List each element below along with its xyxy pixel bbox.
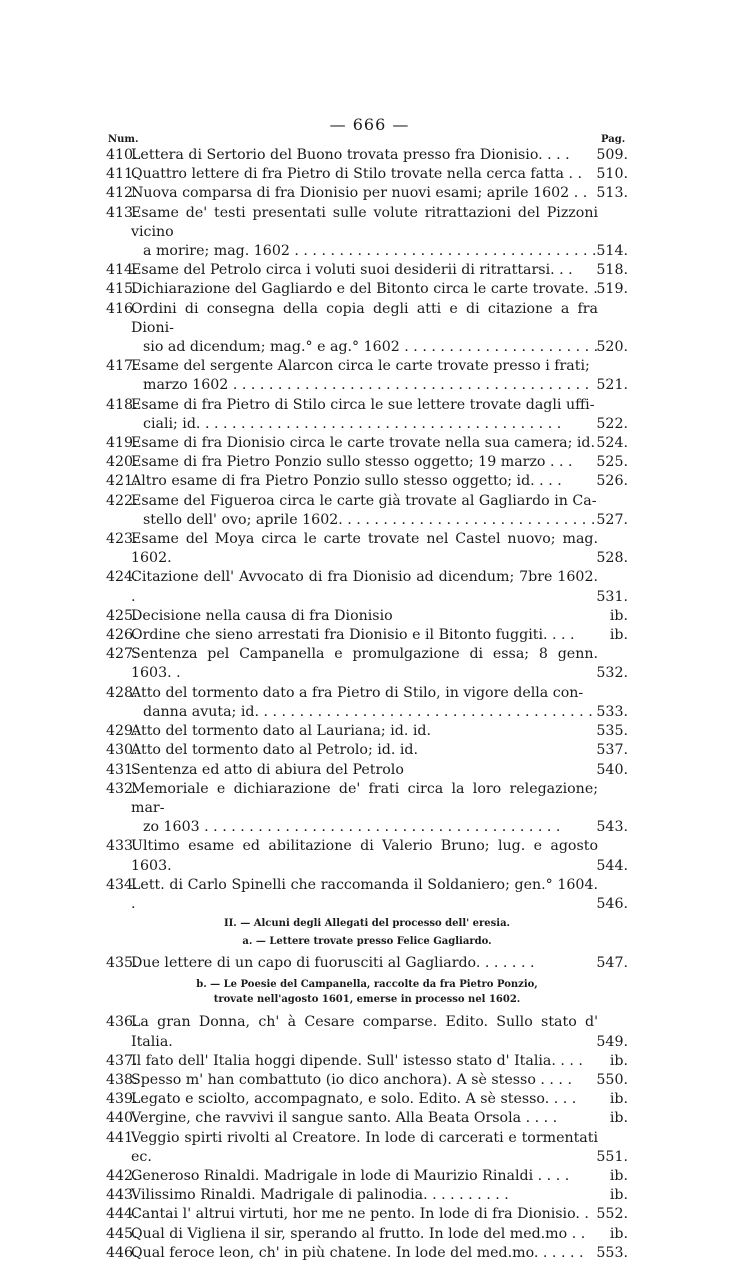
entry-title [106,761,628,780]
section-subheading-b: trovate nell'agosto 1601, emerse in processo nel 1602. [213,994,521,1006]
entry-number: 415. [106,281,138,298]
toc-entry [106,261,628,280]
entry-title-line: Veggio spirti rivolti al Creatore. In lode di carcerati e tormentati ec. [131,1129,598,1165]
entry-title [106,1244,628,1263]
entry-page: 533. [596,703,628,720]
entry-title [106,722,628,741]
entry-title [106,1013,628,1051]
entry-page: 519. [596,281,628,298]
toc-entry [106,1109,628,1128]
entry-number: 427. [106,646,138,663]
entry-title [106,453,628,472]
toc-entry [106,684,628,722]
entry-title-line: Esame del sergente Alarcon circa le carte trovate presso i frati; [131,358,590,375]
toc-entry [106,453,628,472]
entry-title-line: Il fato dell' Italia hoggi dipende. Sull' istesso stato d' Italia. . . . [131,1052,583,1069]
entry-page: ib. [609,1225,628,1242]
entry-title [106,184,628,203]
entry-title-line: Esame de' testi presentati sulle volute ritrattazioni del Pizzoni vicino [131,204,598,240]
entry-title-line: Nuova comparsa di fra Dionisio per nuovi esami; aprile 1602 . . [131,185,588,202]
entry-number: 428. [106,684,138,701]
entry-title [106,1186,628,1205]
entry-number: 416. [106,300,138,317]
entry-title [106,780,628,838]
toc-entry [106,876,628,914]
entry-title [106,1225,628,1244]
toc-entry [106,434,628,453]
entry-title-line: Ultimo esame ed abilitazione di Valerio Bruno; lug. e agosto 1603. [131,838,598,874]
entry-number: 435. [106,955,138,972]
entry-page: 527. [596,511,628,528]
entry-number: 439. [106,1091,138,1108]
entry-number: 429. [106,723,138,740]
toc-entry [106,1052,628,1071]
entry-page: 546. [596,895,628,912]
entry-title-line: Legato e sciolto, accompagnato, e solo. Edito. A sè stesso. . . . [131,1091,577,1108]
entry-page: ib. [609,1167,628,1184]
toc-entry [106,837,628,875]
entry-number: 412. [106,185,138,202]
entry-title [106,1071,628,1090]
entry-page: 521. [596,377,628,394]
entry-number: 419. [106,435,138,452]
entry-page: 550. [596,1071,628,1088]
entry-title-line: La gran Donna, ch' à Cesare comparse. Edito. Sullo stato d' Italia. [131,1014,598,1050]
entries-list-c [106,1013,628,1263]
entry-number: 430. [106,742,138,759]
entry-page: 520. [596,339,628,356]
entry-title-line: Vilissimo Rinaldi. Madrigale di palinodia. . . . . . . . . . [131,1187,509,1204]
entry-title [106,837,628,875]
toc-entry [106,357,628,395]
entry-title-line: Ordine che sieno arrestati fra Dionisio e il Bitonto fuggiti. . . . [131,627,575,644]
entry-title-line: Altro esame di fra Pietro Ponzio sullo stesso oggetto; id. . . . [131,473,562,490]
entry-title-line: Qual feroce leon, ch' in più chatene. In lode del med.mo. . . . . . [131,1244,584,1261]
entry-title-line: stello dell' ovo; aprile 1602. . . . [131,511,598,530]
entry-title-line: Generoso Rinaldi. Madrigale in lode di Maurizio Rinaldi . . . . [131,1167,570,1184]
toc-entry [106,1129,628,1167]
entry-page: ib. [609,627,628,644]
toc-entry [106,645,628,683]
entry-page: 526. [596,473,628,490]
entry-title-line: Atto del tormento dato a fra Pietro di Stilo, in vigore della con- [131,684,584,701]
entry-title-line: Decisione nella causa di fra Dionisio [131,607,393,624]
entry-title-line: Sentenza pel Campanella e promulgazione di essa; 8 genn. 1603. . [131,646,598,682]
entry-title [106,607,628,626]
entry-number: 420. [106,454,138,471]
entry-number: 434. [106,876,138,893]
toc-entry [106,568,628,606]
entry-number: 422. [106,492,138,509]
entry-title [106,357,628,395]
entry-title-line: Lettera di Sertorio del Buono trovata presso fra Dionisio. . . . [131,147,570,163]
entry-title [106,1052,628,1071]
entry-title-line: danna avuta; id. . . . [131,703,598,722]
entry-page: 509. [596,147,628,163]
entry-title-line: ciali; id. . . . [131,415,598,434]
entry-title [106,1090,628,1109]
entry-page: 543. [596,819,628,836]
entry-title-line: Atto del tormento dato al Petrolo; id. id. [131,742,419,759]
entry-title [106,530,628,568]
toc-entry [106,1186,628,1205]
entry-page: 551. [596,1148,628,1165]
toc-entry [106,1205,628,1224]
entry-title [106,1205,628,1224]
entry-title [106,741,628,760]
toc-entry [106,1225,628,1244]
entry-title-line: Lett. di Carlo Spinelli che raccomanda il Soldaniero; gen.° 1604. . [131,876,598,912]
entry-title [106,1129,628,1167]
entry-page: 510. [596,166,628,183]
entry-title-line: Dichiarazione del Gagliardo e del Bitonto circa le carte trovate. . [131,281,598,298]
entry-number: 418. [106,396,138,413]
entry-title-line: Quattro lettere di fra Pietro di Stilo trovate nella cerca fatta . . [131,166,583,183]
entry-page: ib. [609,607,628,624]
entry-title [106,626,628,645]
entry-title-line: Due lettere di un capo di fuorusciti al Gagliardo. . . . . . . [131,955,535,972]
entry-title [106,165,628,184]
entry-title [106,645,628,683]
entry-number: 410. [106,147,138,163]
entry-number: 443. [106,1187,138,1204]
entry-title-line: Esame del Moya circa le carte trovate nel Castel nuovo; mag. 1602. [131,531,598,567]
page-number: — 666 — [329,115,410,134]
entry-title-line: Esame del Petrolo circa i voluti suoi desiderii di ritrattarsi. . . [131,262,573,279]
section-heading-a: a. — Lettere trovate presso Felice Gagliardo. [242,936,492,948]
toc-entry [106,954,628,973]
entry-title-line: Spesso m' han combattuto (io dico anchora). A sè stesso . . . . [131,1071,572,1088]
entry-page: 553. [596,1244,628,1261]
entry-page: 514. [596,243,628,260]
section-heading-ii: II. — Alcuni degli Allegati del processo dell' eresia. [223,918,511,930]
toc-entry [106,1071,628,1090]
entry-number: 446. [106,1244,138,1261]
entry-number: 437. [106,1052,138,1069]
toc-entry [106,1167,628,1186]
entry-page: 544. [596,857,628,874]
entry-page: ib. [609,1110,628,1127]
toc-entry [106,204,628,262]
entry-page: 540. [596,761,628,778]
entry-title [106,261,628,280]
entry-page: ib. [609,1052,628,1069]
toc-entry [106,626,628,645]
num-column-header: Num. [108,134,139,145]
toc-entry [106,722,628,741]
entry-number: 424. [106,569,138,586]
entry-page: 535. [596,723,628,740]
toc-entry [106,492,628,530]
entry-number: 433. [106,838,138,855]
toc-entry [106,607,628,626]
entry-page: 537. [596,742,628,759]
table-of-contents [106,146,628,1263]
toc-entry [106,1013,628,1051]
entry-title [106,876,628,914]
entry-page: 549. [596,1033,628,1050]
entry-title-line: zo 1603 . . . [131,818,598,837]
entry-number: 445. [106,1225,138,1242]
entry-number: 414. [106,262,138,279]
toc-entry [106,300,628,358]
toc-entry [106,184,628,203]
entry-title-line: marzo 1602 . . . [131,376,598,395]
entry-title [106,1167,628,1186]
toc-entry [106,165,628,184]
entry-title-line: Qual di Vigliena il sir, sperando al frutto. In lode del med.mo . . [131,1225,586,1242]
entry-number: 441. [106,1129,138,1146]
toc-entry [106,761,628,780]
entry-title-line: Esame di fra Pietro Ponzio sullo stesso oggetto; 19 marzo . . . [131,454,573,471]
entry-page: 547. [596,955,628,972]
entry-page: ib. [609,1091,628,1108]
entry-number: 431. [106,761,138,778]
toc-entry [106,472,628,491]
entry-number: 426. [106,627,138,644]
entry-number: 417. [106,358,138,375]
entry-title-line: Memoriale e dichiarazione de' frati circa la loro relegazione; mar- [131,780,598,816]
section-heading-b: b. — Le Poesie del Campanella, raccolte da fra Pietro Ponzio, [196,979,538,991]
entry-number: 432. [106,780,138,797]
entry-title-line: Esame di fra Pietro di Stilo circa le sue lettere trovate dagli uffi- [131,396,595,413]
entry-title [106,568,628,606]
entry-title [106,472,628,491]
entry-number: 444. [106,1206,138,1223]
entry-title-line: sio ad dicendum; mag.° e ag.° 1602 . . . [131,338,598,357]
entries-list-b [106,954,628,973]
entry-title-line: Ordini di consegna della copia degli atti e di citazione a fra Dioni- [131,300,598,336]
toc-entry [106,530,628,568]
entry-number: 411. [106,166,138,183]
entry-title-line: Cantai l' altrui virtuti, hor me ne pento. In lode di fra Dionisio. . [131,1206,589,1223]
entry-title [106,954,628,973]
entry-number: 425. [106,607,138,624]
entry-number: 421. [106,473,138,490]
entry-title [106,300,628,358]
entry-number: 440. [106,1110,138,1127]
entry-page: 528. [596,550,628,567]
entry-page: 532. [596,665,628,682]
toc-entry [106,146,628,165]
entry-number: 423. [106,531,138,548]
entry-title-line: Vergine, che ravvivi il sangue santo. Alla Beata Orsola . . . . [131,1110,558,1127]
entry-page: 518. [596,262,628,279]
entry-page: 531. [596,588,628,605]
toc-entry [106,280,628,299]
entry-title [106,146,628,165]
entry-title [106,1109,628,1128]
entry-page: 525. [596,454,628,471]
entry-title-line: Sentenza ed atto di abiura del Petrolo [131,761,404,778]
entries-list-a [106,146,628,914]
toc-entry [106,741,628,760]
page-column-header: Pag. [601,134,626,145]
entry-title [106,684,628,722]
entry-title-line: Citazione dell' Avvocato di fra Dionisio ad dicendum; 7bre 1602. . [131,569,598,605]
toc-entry [106,780,628,838]
toc-entry [106,1090,628,1109]
entry-page: 524. [596,435,628,452]
toc-entry [106,396,628,434]
entry-title [106,492,628,530]
entry-page: 513. [596,185,628,202]
entry-number: 442. [106,1167,138,1184]
entry-number: 436. [106,1014,138,1031]
entry-title [106,204,628,262]
entry-title [106,396,628,434]
entry-page: 552. [596,1206,628,1223]
entry-number: 413. [106,204,138,221]
entry-title [106,434,628,453]
entry-title [106,280,628,299]
entry-number: 438. [106,1071,138,1088]
toc-entry [106,1244,628,1263]
entry-title-line: Atto del tormento dato al Lauriana; id. id. [131,723,431,740]
entry-page: ib. [609,1187,628,1204]
entry-title-line: a morire; mag. 1602 . . . [131,242,598,261]
entry-title-line: Esame del Figueroa circa le carte già trovate al Gagliardo in Ca- [131,492,597,509]
entry-page: 522. [596,415,628,432]
entry-title-line: Esame di fra Dionisio circa le carte trovate nella sua camera; id. [131,435,595,452]
